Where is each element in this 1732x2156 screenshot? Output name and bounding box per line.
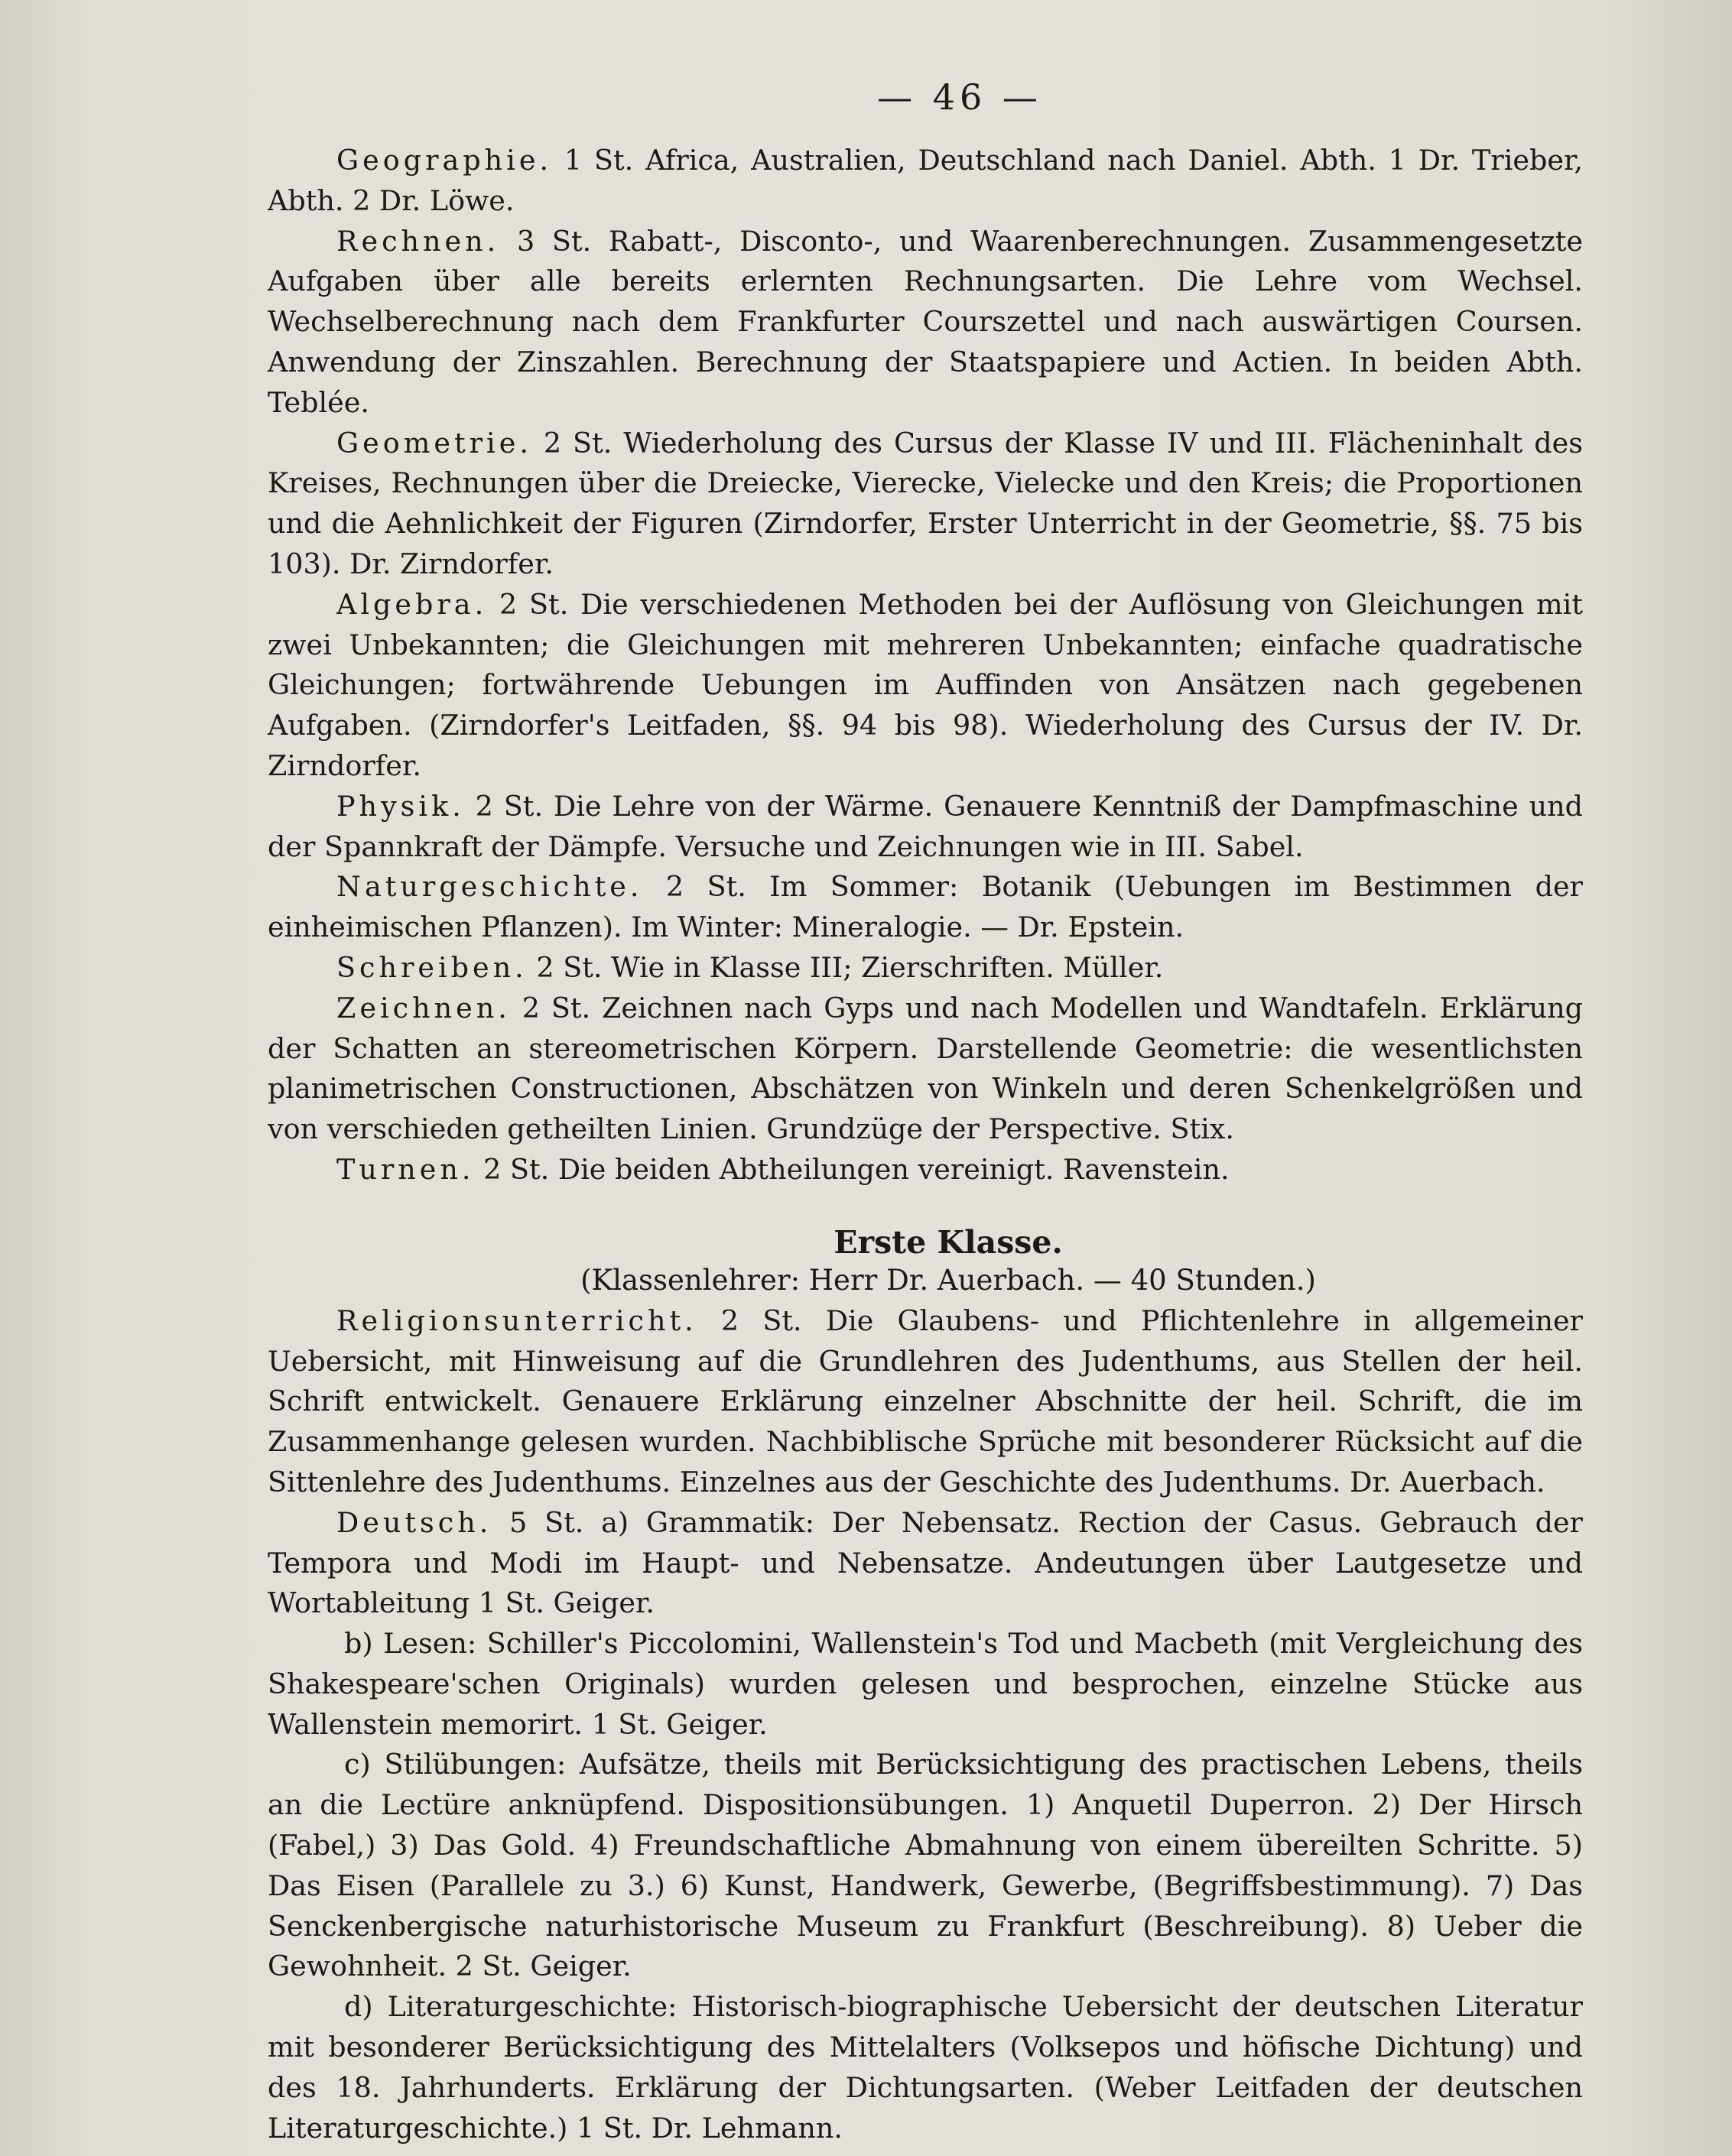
- paragraph-deutsch-b: b) Lesen: Schiller's Piccolomini, Wallenstein's Tod und Macbeth (mit Vergleichung des Shakespeare'schen Originals) wurden gelesen und besprochen, einzelne Stücke aus Wallenstein memorirt. 1 St. Geiger.: [268, 1627, 1583, 1741]
- paragraph-rechnen: [268, 222, 1583, 424]
- paragraph-text: 2 St. Die beiden Abtheilungen vereinigt. Ravenstein.: [474, 1152, 1230, 1186]
- paragraph-zeichnen: [268, 989, 1583, 1150]
- paragraph-religion: [268, 1301, 1583, 1503]
- page-number: — 46 —: [877, 76, 1042, 118]
- section-title: Erste Klasse.: [834, 1223, 1063, 1261]
- paragraph-deutsch-d: d) Literaturgeschichte: Historisch-biographische Uebersicht der deutschen Literatur mit besonderer Berücksichtigung des Mittelalters (Volksepos und höfische Dichtung) und des 18. Jahrhunderts. Erklärung der Dichtungsarten. (Weber Leitfaden der deutschen Literaturgeschichte.) 1 St. Dr. Lehmann.: [268, 1990, 1583, 2145]
- paragraph-turnen: [268, 1150, 1583, 1190]
- subject-label: Algebra.: [336, 587, 488, 621]
- subject-label: Physik.: [336, 789, 465, 823]
- paragraph-text: 2 St. Die Glaubens- und Pflichtenlehre in allgemeiner Uebersicht, mit Hinweisung auf die Grundlehren des Judenthums, aus Stellen der heil. Schrift entwickelt. Genauere Erklärung einzelner Abschnitte der heil. Schrift, die im Zusammenhange gelesen wurden. Nachbiblische Sprüche mit besonderer Rücksicht auf die Sittenlehre des Judenthums. Einzelnes aus der Geschichte des Judenthums. Dr. Auerbach.: [268, 1304, 1583, 1498]
- subject-label: Geographie.: [336, 144, 553, 177]
- paragraph-text: 2 St. Zeichnen nach Gyps und nach Modellen und Wandtafeln. Erklärung der Schatten an stereometrischen Körpern. Darstellende Geometrie: die wesentlichsten planimetrischen Constructionen, Abschätzen von Winkeln und deren Schenkelgrößen und von verschieden getheilten Linien. Grundzüge der Perspective. Stix.: [268, 991, 1583, 1146]
- paragraph-text: 2 St. Die Lehre von der Wärme. Genauere Kenntniß der Dampfmaschine und der Spannkraft der Dämpfe. Versuche und Zeichnungen wie in III. Sabel.: [268, 789, 1583, 863]
- subject-label: Rechnen.: [336, 224, 500, 258]
- paragraph-text: 1 St. Africa, Australien, Deutschland nach Daniel. Abth. 1 Dr. Trieber, Abth. 2 Dr. Löwe.: [268, 144, 1583, 217]
- paragraph-text: 2 St. Die verschiedenen Methoden bei der Auflösung von Gleichungen mit zwei Unbekannten; die Gleichungen mit mehreren Unbekannten; einfache quadratische Gleichungen; fortwährende Uebungen im Auffinden von Ansätzen nach gegebenen Aufgaben. (Zirndorfer's Leitfaden, §§. 94 bis 98). Wiederholung des Cursus der IV. Dr. Zirndorfer.: [268, 587, 1583, 782]
- paragraph-deutsch-c: c) Stilübungen: Aufsätze, theils mit Berücksichtigung des practischen Lebens, theils an die Lectüre anknüpfend. Dispositionsübungen. 1) Anquetil Duperron. 2) Der Hirsch (Fabel,) 3) Das Gold. 4) Freundschaftliche Abmahnung von einem übereilten Schritte. 5) Das Eisen (Parallele zu 3.) 6) Kunst, Handwerk, Gewerbe, (Begriffsbestimmung). 7) Das Senckenbergische naturhistorische Museum zu Frankfurt (Beschreibung). 8) Ueber die Gewohnheit. 2 St. Geiger.: [268, 1748, 1583, 1983]
- paragraph-text: 3 St. Rabatt-, Disconto-, und Waarenberechnungen. Zusammengesetzte Aufgaben über alle bereits erlernten Rechnungsarten. Die Lehre vom Wechsel. Wechselberechnung nach dem Frankfurter Courszettel und nach auswärtigen Coursen. Anwendung der Zinszahlen. Berechnung der Staatspapiere und Actien. In beiden Abth. Teblée.: [268, 224, 1583, 419]
- paragraph-deutsch-a: [268, 1503, 1583, 1624]
- subject-label: Religionsunterricht.: [336, 1304, 697, 1337]
- paragraph-schreiben: [268, 948, 1583, 989]
- paragraph-text: 5 St. a) Grammatik: Der Nebensatz. Rection der Casus. Gebrauch der Tempora und Modi im Haupt- und Nebensatze. Andeutungen über Lautgesetze und Wortableitung 1 St. Geiger.: [268, 1505, 1583, 1620]
- paragraph-geographie: [268, 141, 1583, 222]
- subject-label: Schreiben.: [336, 950, 528, 984]
- paragraph-physik: [268, 787, 1583, 868]
- paragraph-algebra: [268, 585, 1583, 787]
- paragraph-geometrie: [268, 424, 1583, 585]
- paragraph-text: 2 St. Wiederholung des Cursus der Klasse IV und III. Flächeninhalt des Kreises, Rechnungen über die Dreiecke, Vierecke, Vielecke und den Kreis; die Proportionen und die Aehnlichkeit der Figuren (Zirndorfer, Erster Unterricht in der Geometrie, §§. 75 bis 103). Dr. Zirndorfer.: [268, 426, 1583, 580]
- paragraph-text: 2 St. Im Sommer: Botanik (Uebungen im Bestimmen der einheimischen Pflanzen). Im Winter: Mineralogie. — Dr. Epstein.: [268, 870, 1583, 944]
- subject-label: Zeichnen.: [336, 991, 511, 1024]
- subject-label: Deutsch.: [336, 1505, 492, 1539]
- section-subtitle: (Klassenlehrer: Herr Dr. Auerbach. — 40 Stunden.): [580, 1263, 1316, 1297]
- subject-label: Naturgeschichte.: [336, 870, 643, 904]
- subject-label: Geometrie.: [336, 426, 532, 459]
- paragraph-text: 2 St. Wie in Klasse III; Zierschriften. Müller.: [527, 950, 1164, 984]
- page-content: [268, 76, 1583, 2148]
- paragraph-naturgeschichte: [268, 867, 1583, 948]
- subject-label: Turnen.: [336, 1152, 475, 1186]
